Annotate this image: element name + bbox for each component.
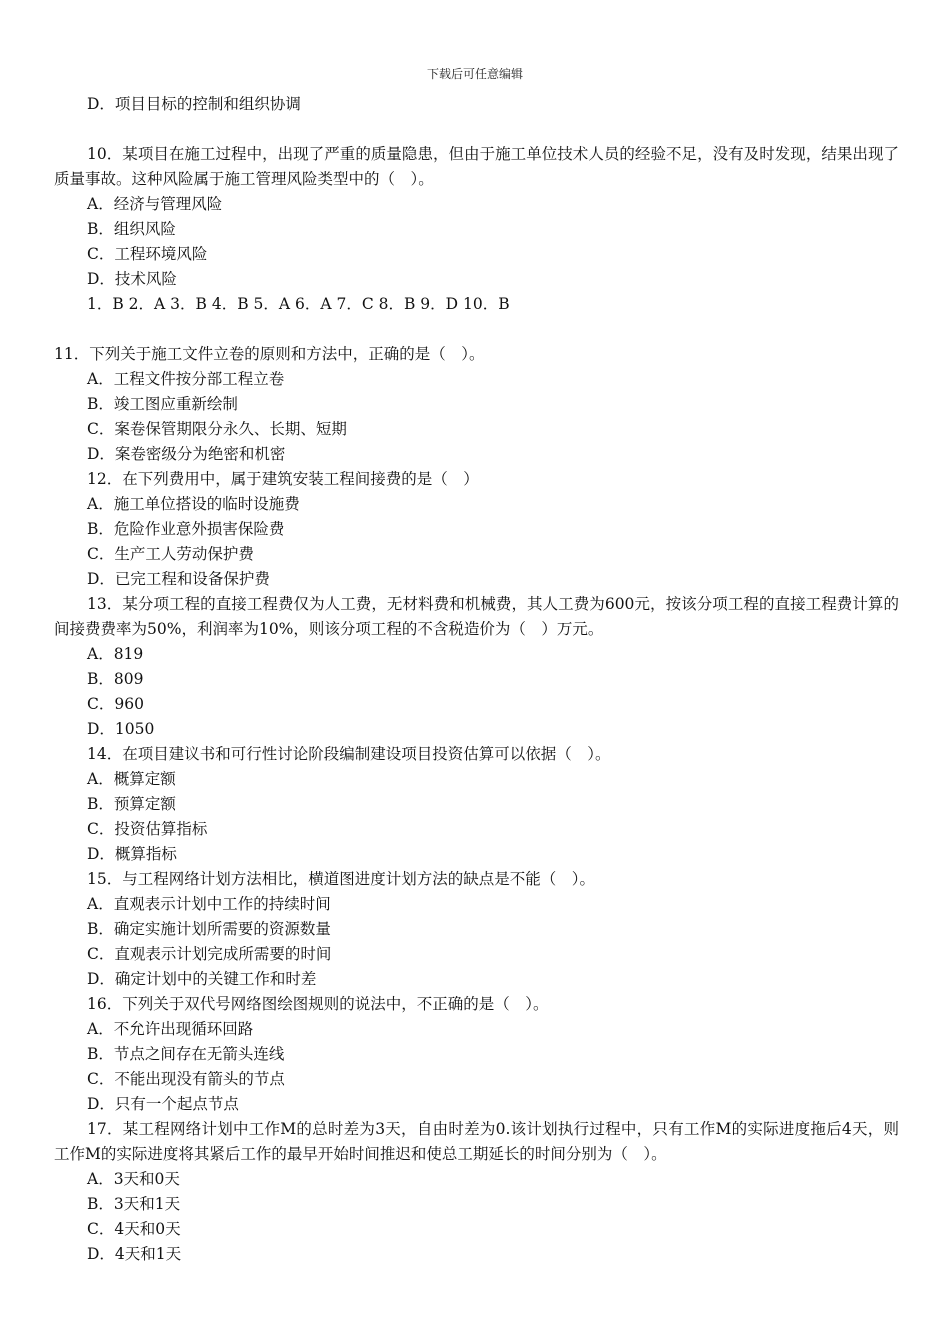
option-line: C．生产工人劳动保护费 (87, 545, 254, 563)
question-line: 12．在下列费用中，属于建筑安装工程间接费的是（ ） (87, 470, 479, 488)
option-line: A．819 (87, 645, 144, 663)
page-header: 下载后可任意编辑 (426, 67, 523, 81)
option-line: A．3天和0天 (87, 1170, 180, 1188)
option-line: D．确定计划中的关键工作和时差 (87, 970, 317, 988)
option-line: D．概算指标 (87, 845, 177, 863)
option-line: C．4天和0天 (87, 1220, 181, 1238)
option-line: B．809 (87, 670, 144, 688)
option-line: A．经济与管理风险 (87, 195, 223, 213)
question-paragraph: 13．某分项工程的直接工程费仅为人工费，无材料费和机械费，其人工费为600元，按该分项工程的直接工程费计算的间接费费率为50%，利润率为10%，则该分项工程的不含税造价为（ ）万元。 (54, 595, 899, 638)
question-paragraph: 17．某工程网络计划中工作M的总时差为3天，自由时差为0.该计划执行过程中，只有工作M的实际进度拖后4天，则工作M的实际进度将其紧后工作的最早开始时间推迟和使总工期延长的时间分别为（ ）。 (54, 1120, 899, 1163)
option-line: D．技术风险 (87, 270, 177, 288)
question-line: 16．下列关于双代号网络图绘图规则的说法中，不正确的是（ ）。 (87, 995, 549, 1013)
option-line: A．概算定额 (87, 770, 176, 788)
option-line: A．工程文件按分部工程立卷 (87, 370, 285, 388)
option-line: C．960 (87, 695, 144, 713)
question-line: 14．在项目建议书和可行性讨论阶段编制建设项目投资估算可以依据（ ）。 (87, 745, 611, 763)
document-body (54, 92, 899, 1267)
question-line: 11．下列关于施工文件立卷的原则和方法中，正确的是（ ）。 (54, 345, 485, 363)
blank-line (54, 317, 899, 342)
option-line: D．1050 (87, 720, 155, 738)
option-line: C．投资估算指标 (87, 820, 208, 838)
option-line: A．不允许出现循环回路 (87, 1020, 254, 1038)
option-line: B．节点之间存在无箭头连线 (87, 1045, 285, 1063)
option-line: D．4天和1天 (87, 1245, 182, 1263)
option-line: D．案卷密级分为绝密和机密 (87, 445, 286, 463)
option-line: D．项目目标的控制和组织协调 (87, 95, 301, 113)
question-line: 15．与工程网络计划方法相比，横道图进度计划方法的缺点是不能（ ）。 (87, 870, 595, 888)
question-line: 1．B 2．A 3．B 4．B 5．A 6．A 7．C 8．B 9．D 10．B (87, 295, 510, 313)
option-line: A．直观表示计划中工作的持续时间 (87, 895, 331, 913)
option-line: B．预算定额 (87, 795, 176, 813)
option-line: C．工程环境风险 (87, 245, 208, 263)
option-line: B．组织风险 (87, 220, 176, 238)
option-line: D．已完工程和设备保护费 (87, 570, 270, 588)
blank-line (54, 117, 899, 142)
question-paragraph: 10．某项目在施工过程中，出现了严重的质量隐患，但由于施工单位技术人员的经验不足，没有及时发现，结果出现了质量事故。这种风险属于施工管理风险类型中的（ ）。 (54, 145, 899, 188)
option-line: A．施工单位搭设的临时设施费 (87, 495, 300, 513)
option-line: B．3天和1天 (87, 1195, 181, 1213)
option-line: B．竣工图应重新绘制 (87, 395, 238, 413)
option-line: B．危险作业意外损害保险费 (87, 520, 285, 538)
option-line: C．案卷保管期限分永久、长期、短期 (87, 420, 347, 438)
option-line: D．只有一个起点节点 (87, 1095, 239, 1113)
option-line: C．不能出现没有箭头的节点 (87, 1070, 285, 1088)
option-line: C．直观表示计划完成所需要的时间 (87, 945, 332, 963)
option-line: B．确定实施计划所需要的资源数量 (87, 920, 331, 938)
